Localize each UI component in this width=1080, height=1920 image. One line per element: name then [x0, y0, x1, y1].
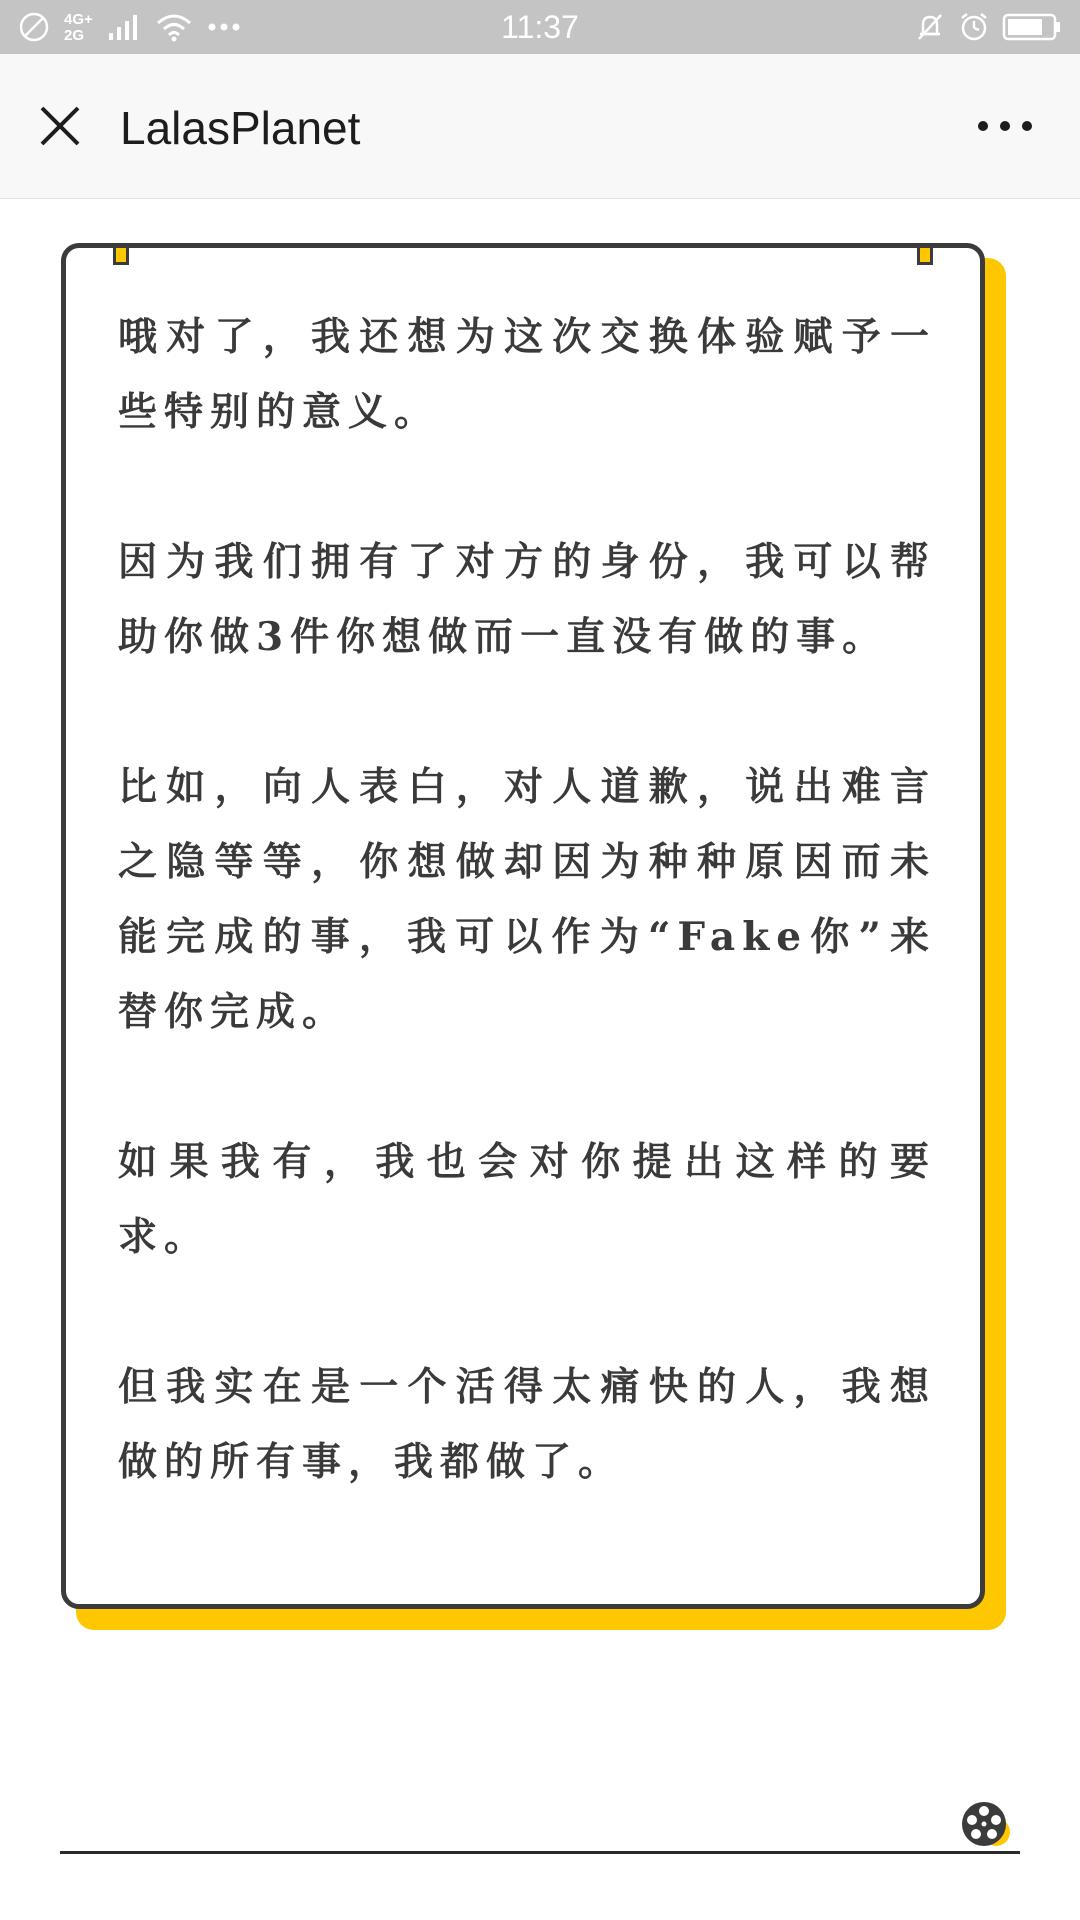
paragraph: 如果我有，我也会对你提出这样的要求。 [118, 1139, 936, 1260]
card-tab-left [113, 245, 129, 265]
battery-icon [1002, 12, 1062, 42]
status-right-icons [914, 10, 1062, 44]
paragraph: 因为我们拥有了对方的身份，我可以帮助你做3件你想做而一直没有做的事。 [118, 539, 936, 660]
paragraph: 但我实在是一个活得太痛快的人，我想做的所有事，我都做了。 [118, 1364, 936, 1485]
paragraph: 比如，向人表白，对人道歉，说出难言之隐等等，你想做却因为种种原因而未能完成的事，我可以作为“Fake你”来替你完成。 [118, 764, 936, 1035]
card-tab-right [917, 245, 933, 265]
network-type-bottom: 2G [64, 26, 85, 44]
paragraph: 哦对了，我还想为这次交换体验赋予一些特别的意义。 [118, 314, 936, 435]
mute-icon [914, 11, 946, 43]
more-options-button[interactable] [970, 104, 1040, 148]
film-reel-icon [958, 1798, 1016, 1850]
alarm-icon [958, 11, 990, 43]
network-type-top: 4G+ [64, 10, 93, 28]
status-time: 11:37 [501, 9, 579, 45]
page-title: LalasPlanet [120, 102, 361, 154]
status-bar [0, 0, 1080, 54]
close-button[interactable] [28, 94, 92, 158]
bottom-divider [60, 1851, 1020, 1854]
close-icon [36, 102, 84, 150]
card-text [118, 300, 936, 1575]
more-icon [977, 120, 1033, 132]
note-card [61, 243, 985, 1609]
app-bar [0, 54, 1080, 199]
